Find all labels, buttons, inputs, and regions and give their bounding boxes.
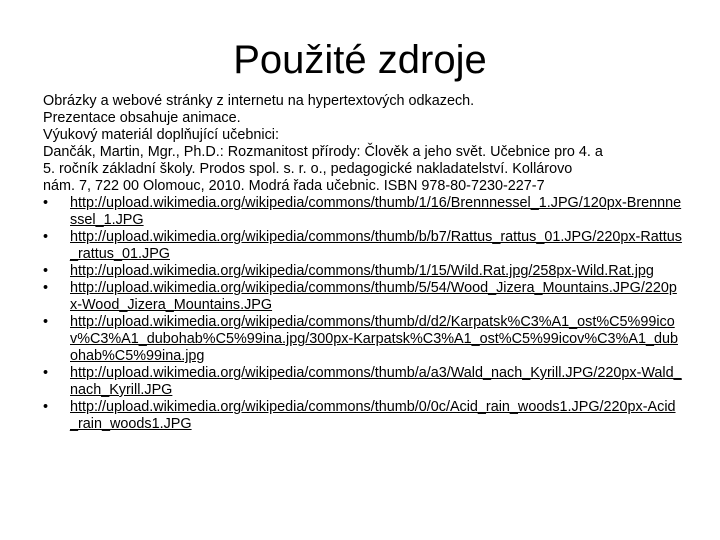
bullet-icon: •	[43, 365, 49, 381]
intro-line: Prezentace obsahuje animace.	[43, 110, 241, 126]
intro-line: Obrázky a webové stránky z internetu na hypertextových odkazech.	[43, 93, 475, 109]
reference-item	[43, 229, 683, 263]
bullet-icon: •	[43, 314, 49, 330]
reference-link[interactable]: http://upload.wikimedia.org/wikipedia/commons/thumb/d/d2/Karpatsk%C3%A1_ost%C5%99icov%C3%A1_dubohab%C5%99ina.jpg/300px-Karpatsk%C3%A1_ost%C5%99icov%C3%A1_dubohab%C5%99ina.jpg	[70, 314, 678, 364]
reference-link[interactable]: http://upload.wikimedia.org/wikipedia/commons/thumb/5/54/Wood_Jizera_Mountains.JPG/220px-Wood_Jizera_Mountains.JPG	[70, 280, 677, 313]
bullet-icon: •	[43, 229, 49, 245]
bullet-icon: •	[43, 280, 49, 296]
citation-line: 5. ročník základní školy. Prodos spol. s. r. o., pedagogické nakladatelství. Kollárovo	[43, 161, 573, 177]
slide-title: Použité zdroje	[233, 38, 487, 82]
bullet-icon: •	[43, 195, 49, 211]
reference-list	[43, 195, 683, 433]
reference-item	[43, 195, 683, 229]
intro-line: Výukový materiál doplňující učebnici:	[43, 127, 279, 143]
bullet-icon: •	[43, 263, 49, 279]
bullet-icon: •	[43, 399, 49, 415]
reference-link[interactable]: http://upload.wikimedia.org/wikipedia/commons/thumb/1/16/Brennnessel_1.JPG/120px-Brennnessel_1.JPG	[70, 195, 682, 228]
reference-item	[43, 399, 683, 433]
reference-link[interactable]: http://upload.wikimedia.org/wikipedia/commons/thumb/a/a3/Wald_nach_Kyrill.JPG/220px-Wald_nach_Kyrill.JPG	[70, 365, 682, 398]
reference-link[interactable]: http://upload.wikimedia.org/wikipedia/commons/thumb/b/b7/Rattus_rattus_01.JPG/220px-Rattus_rattus_01.JPG	[70, 229, 682, 262]
slide-body	[43, 93, 683, 433]
reference-item	[43, 365, 683, 399]
reference-item	[43, 263, 683, 280]
reference-item	[43, 280, 683, 314]
citation-line: nám. 7, 722 00 Olomouc, 2010. Modrá řada učebnic. ISBN 978-80-7230-227-7	[43, 178, 545, 194]
reference-link[interactable]: http://upload.wikimedia.org/wikipedia/commons/thumb/0/0c/Acid_rain_woods1.JPG/220px-Acid_rain_woods1.JPG	[70, 399, 676, 432]
reference-link[interactable]: http://upload.wikimedia.org/wikipedia/commons/thumb/1/15/Wild.Rat.jpg/258px-Wild.Rat.jpg	[70, 263, 654, 279]
citation-line: Dančák, Martin, Mgr., Ph.D.: Rozmanitost přírody: Člověk a jeho svět. Učebnice pro 4. a	[43, 144, 603, 160]
reference-item	[43, 314, 683, 365]
